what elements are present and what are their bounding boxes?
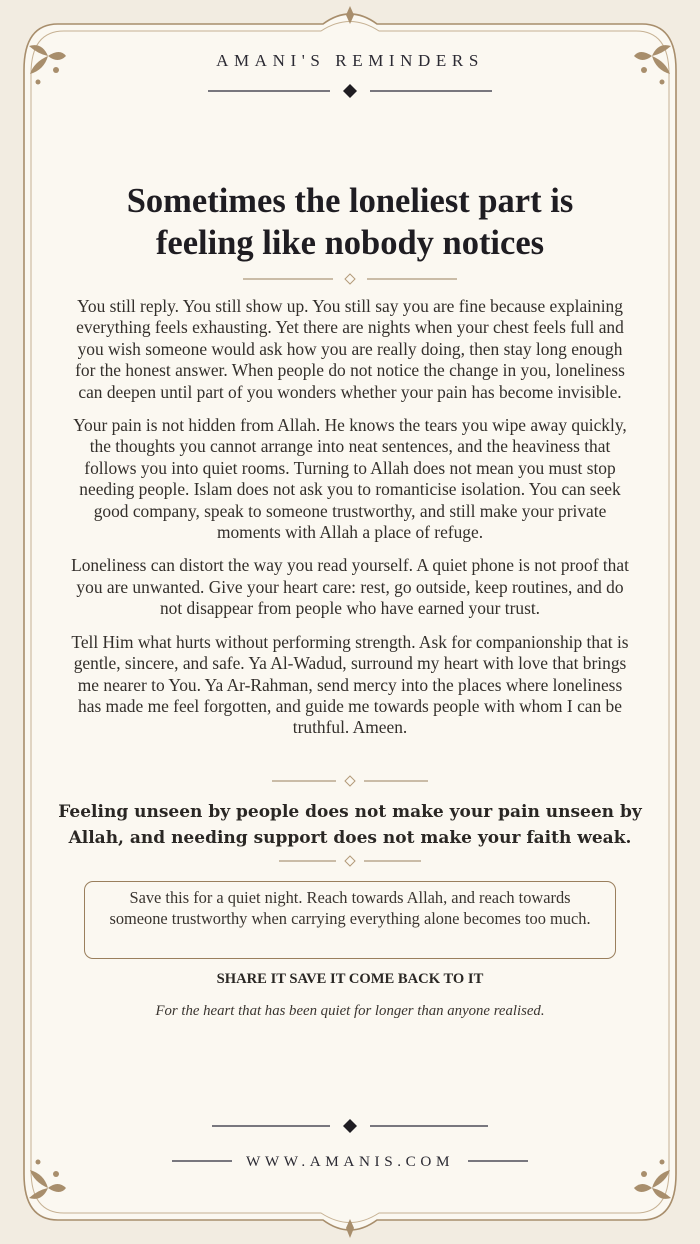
quote-line-1: Feeling unseen by people does not make your pain unseen by — [58, 802, 642, 822]
body-text — [70, 296, 630, 751]
share-cta: SHARE IT SAVE IT COME BACK TO IT — [216, 971, 484, 987]
brand-name: AMANI'S REMINDERS — [216, 51, 484, 70]
tagline: For the heart that has been quiet for longer than anyone realised. — [155, 1003, 545, 1019]
paragraph-1: You still reply. You still show up. You still say you are fine because explaining everything feels exhausting. Yet there are nights when your chest feels full and you wish someone would ask how you are really doing, then stay long enough for the honest answer. When people do not notice the change in you, loneliness can deepen until part of you wonders whether your pain has become invisible. — [75, 296, 625, 402]
website-link[interactable]: WWW.AMANIS.COM — [245, 1153, 455, 1170]
save-note-box: Save this for a quiet night. Reach towards Allah, and reach towards someone trustworthy when carrying everything alone becomes too much. — [84, 881, 616, 959]
paragraph-3: Loneliness can distort the way you read yourself. A quiet phone is not proof that you are unwanted. Give your heart care: rest, go outside, keep routines, and do not disappear from people who have earned your trust. — [71, 555, 629, 619]
paragraph-4: Tell Him what hurts without performing strength. Ask for companionship that is gentle, sincere, and safe. Ya Al-Wadud, surround my heart with love that brings me nearer to You. Ya Ar-Rahman, send mercy into the places where loneliness has made me feel forgotten, and guide me towards people with whom I can be truthful. Ameen. — [71, 631, 629, 738]
title-line-2: feeling like nobody notices — [155, 224, 545, 262]
page-title — [0, 180, 700, 264]
paragraph-2: Your pain is not hidden from Allah. He knows the tears you wipe away quickly, the thoughts you cannot arrange into neat sentences, and the heaviness that follows you into quiet rooms. Turning to Allah does not mean you must stop needing people. Islam does not ask you to romanticise isolation. You can seek good company, speak to someone trustworthy, and still make your private moments with Allah a place of refuge. — [73, 415, 627, 543]
highlight-quote — [0, 799, 700, 851]
quote-line-2: Allah, and needing support does not make your faith weak. — [68, 828, 632, 848]
title-line-1: Sometimes the loneliest part is — [126, 182, 574, 220]
